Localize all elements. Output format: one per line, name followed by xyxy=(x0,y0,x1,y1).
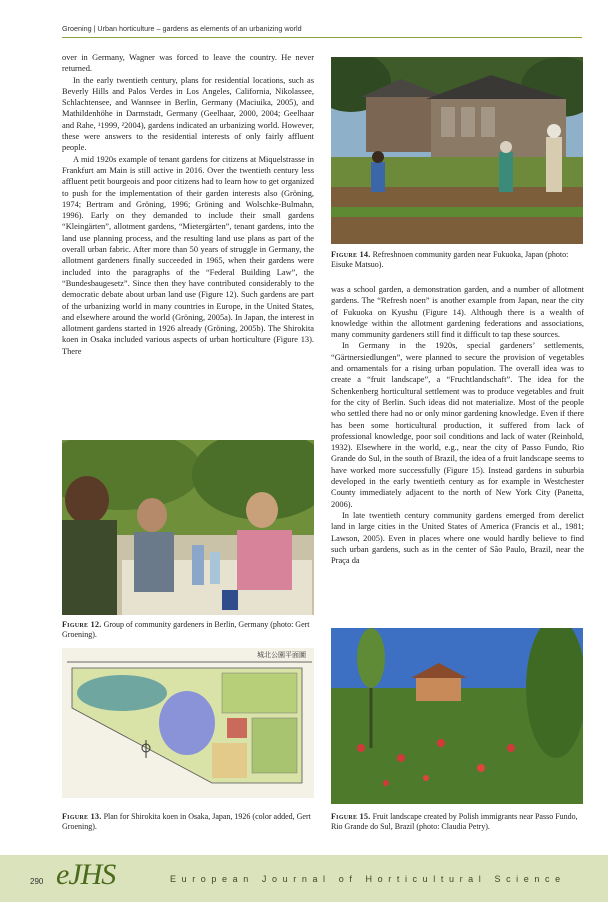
garden-huts-image xyxy=(331,57,583,244)
figure-14-photo xyxy=(331,57,583,244)
figure-15-caption: Figure 15. Fruit landscape created by Polish immigrants near Passo Fundo, Rio Grande do Sul, Brazil (photo: Claudia Petry). xyxy=(331,812,578,832)
journal-logo: eJHS xyxy=(56,858,116,891)
park-plan-image xyxy=(62,648,314,798)
paragraph: was a school garden, a demonstration garden, and a number of allotment gardens. The “Refresh noen” is another example from Japan, near the city of Fukuoka on Kyushu (Figure 14). Although there is a wealth of knowledge within the allotment gardening federations and associations, many community gardeners still find it difficult to tap these sources. xyxy=(331,285,584,340)
paragraph: over in Germany, Wagner was forced to leave the country. He never returned. xyxy=(62,53,314,74)
paragraph: In the early twentieth century, plans for residential locations, such as Beverly Hills and Palos Verdes in Los Angeles, California, Nikolassee, Schlachtensee, and Wannsee in Berlin, Germany (Maciuika, 2005), and Mathildenhöhe in Darmstadt, Germany (Geelhaar, 2000, 2004; Geelhaar and Rahe, ¹1999, ²2004), gardens indicated an urbanizing world. However, these were answers to the residential interests of only fairly affluent people. xyxy=(62,75,314,153)
paragraph: A mid 1920s example of tenant gardens for citizens at Miquelstrasse in Frankfurt am Main is still active in 2016. Over the twentieth century less affluent petit bourgeois and poor citizens had to learn how to get organized to push for the implementation of their garden interests also (Gröning, 1974; Bertram and Gröning, 1996; Gröning and Wolschke-Bulmahn, 1996). Early on they demanded to include their small gardens “Kleingärten”, allotment gardens, “Mietergärten”, tenant gardens, into the land use planning process, and the resulting land use plans as part of the overall urban fabric. After more than 50 years of struggle in Germany, the allotment gardeners finally succeeded in 1965, when their gardens were included into the paragraphs of the “Federal Building Law”, the “Bundesbaugesetz”. Since then they have contributed considerably to the democratic debate about urban land use (Figure 12). Such gardens are part of the urbanizing world in many countries in Europe, in the United States, and elsewhere around the world (Gröning, 2005a). In Japan, the interest in allotment gardens started in 1926 already (Gröning, 2005b). The Shirokita koen in Osaka included various aspects of urban horticulture (Figure 13). There xyxy=(62,154,314,356)
figure-15-photo xyxy=(331,628,583,804)
figure-13-caption: Figure 13. Plan for Shirokita koen in Osaka, Japan, 1926 (color added, Gert Groening). xyxy=(62,812,311,832)
figure-13-plan xyxy=(62,648,314,798)
journal-name: European Journal of Horticultural Science xyxy=(170,874,566,884)
paragraph: In Germany in the 1920s, special gardeners’ settlements, “Gärtnersiedlungen”, were planned to secure the provision of vegetables and ornamentals for a rising urban population. The overall idea was to create a “fruit landscape”, a “Fruchtlandschaft”. The idea for the Schenkenberg horticultural settlement was to produce vegetables and fruit for the city of Berlin. Such ideas did not materialize. Most of the people who settled there had no or only minor gardening knowledge. Even if there has been some horticultural production, it suffered from lack of professional knowledge, poor soil conditions and lack of water (Reinhold, 1932). Elsewhere in the world, e.g., near the city of Passo Fundo, Rio Grande do Sul, in the south of Brazil, the idea of a fruit landscape seems to have worked more successfully (Figure 15). Instead gardens in suburbia developed in the early twentieth century as for example in Westchester County immediately adjacent to the north of New York City (Panetta, 2006). xyxy=(331,341,584,509)
figure-12-caption: Figure 12. Group of community gardeners in Berlin, Germany (photo: Gert Groening). xyxy=(62,620,310,640)
running-head: Groening | Urban horticulture – gardens as elements of an urbanizing world xyxy=(62,24,582,38)
figure-14-caption: Figure 14. Refreshnoen community garden near Fukuoka, Japan (photo: Eisuke Matsuo). xyxy=(331,250,569,270)
gardeners-group-image xyxy=(62,440,314,615)
fruit-landscape-image xyxy=(331,628,583,804)
figure-12-photo xyxy=(62,440,314,615)
page-number: 290 xyxy=(30,877,44,886)
paragraph: In late twentieth century community gardens emerged from derelict land in large cities in the United States of America (Francis et al., 1981; Lawson, 2005). Even in places where one would hardly believe to find such urban gardens, such as in the center of São Paulo, Brazil, near the Praça da xyxy=(331,510,584,566)
right-column-text xyxy=(331,284,584,566)
plan-title: 城北公園平面圖 xyxy=(257,651,306,659)
left-column-text xyxy=(62,52,314,357)
